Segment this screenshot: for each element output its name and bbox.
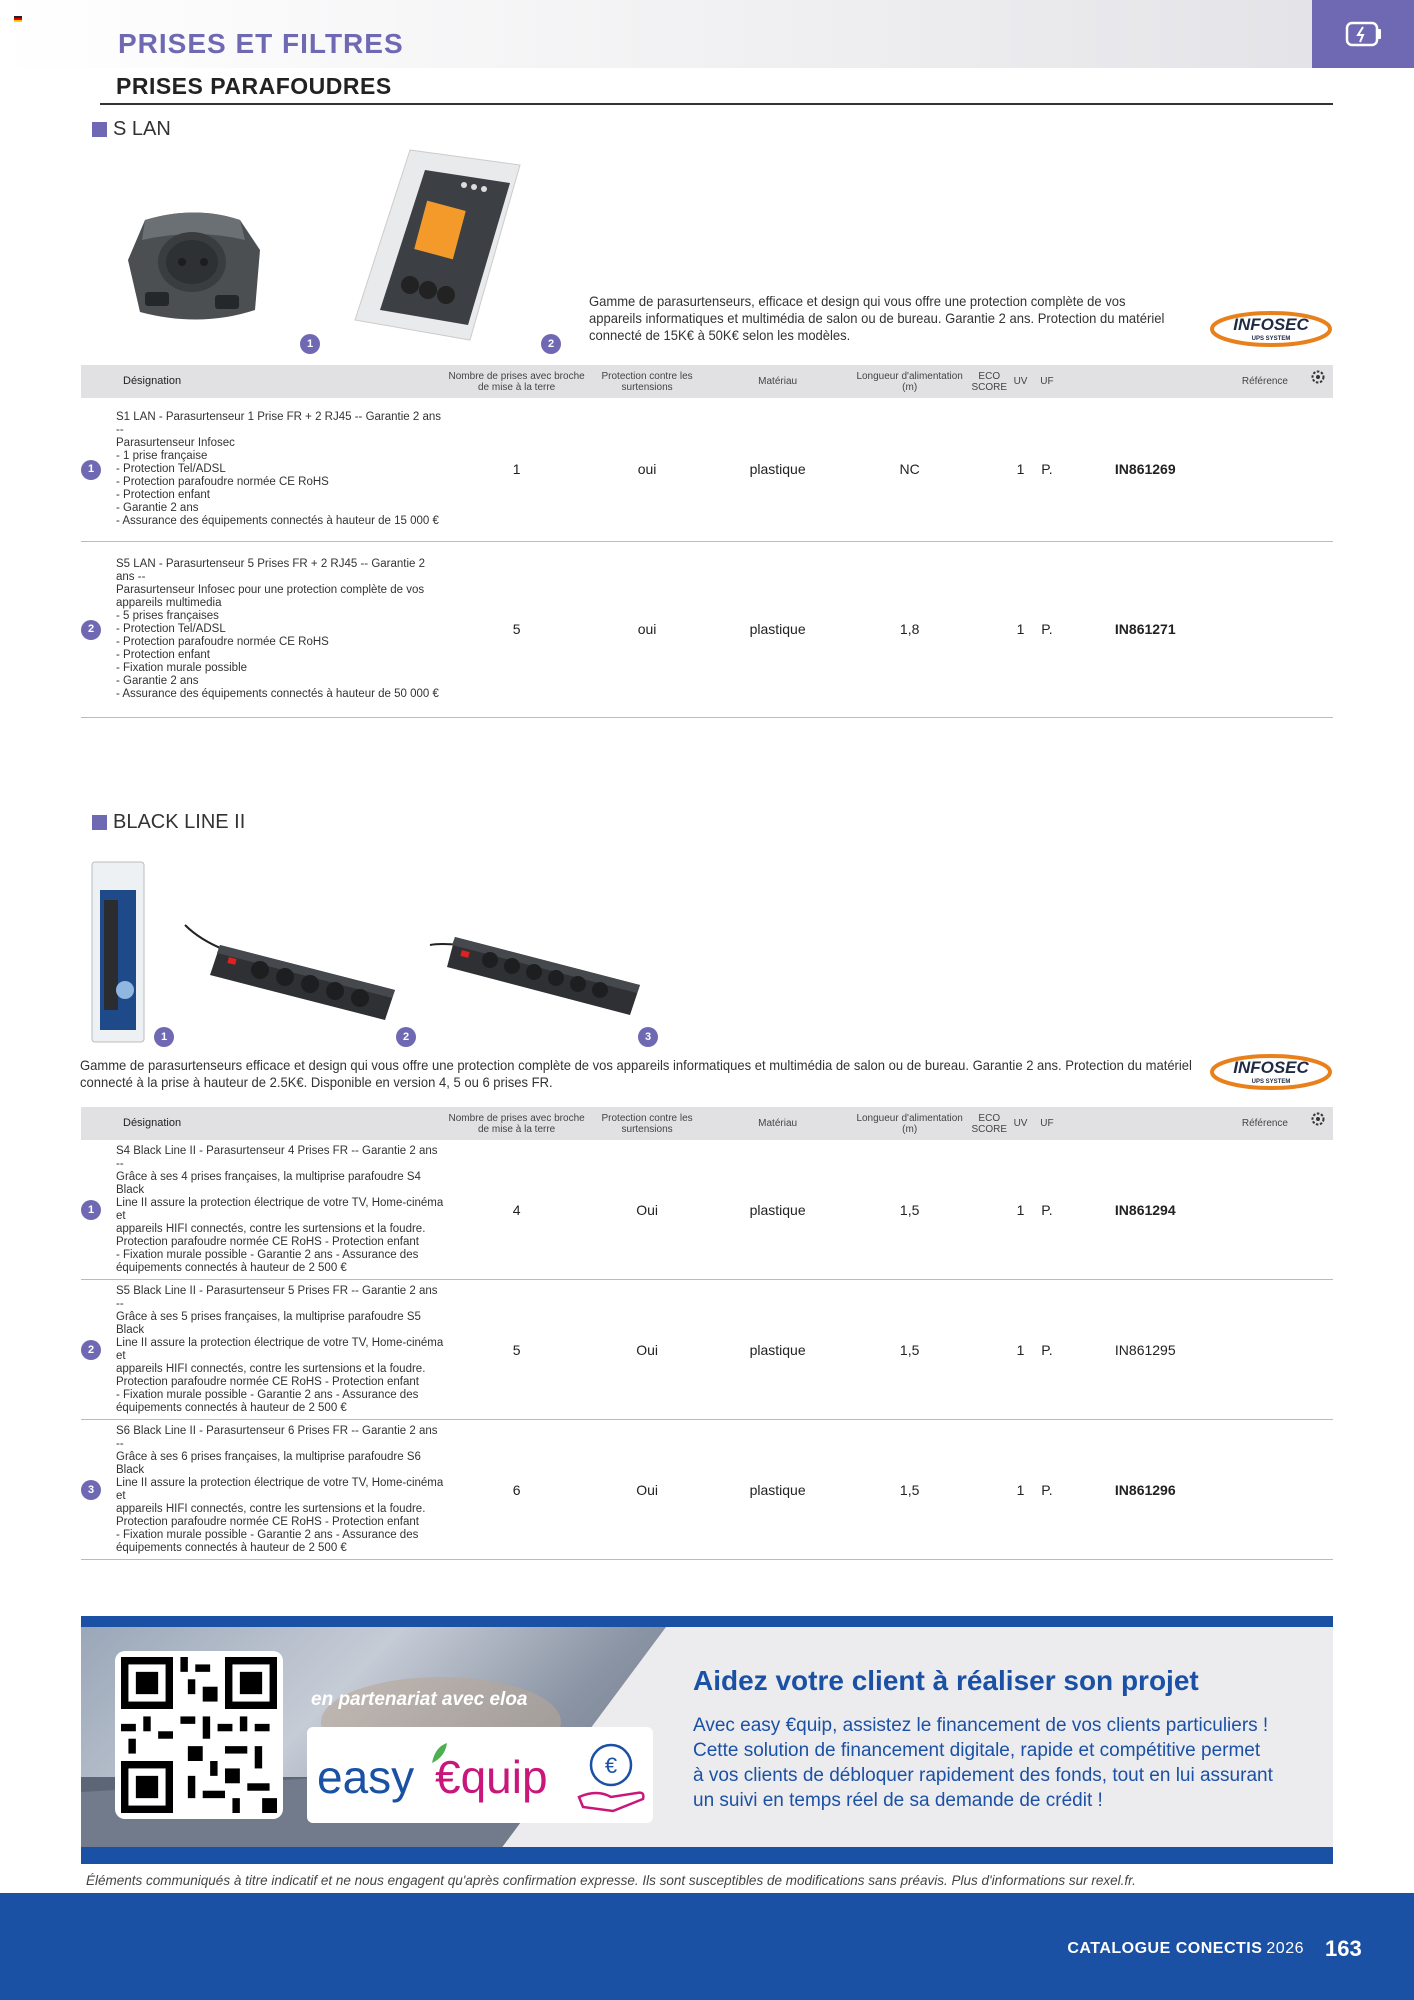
- uf-cell: P.: [1032, 1420, 1062, 1560]
- svg-text:UPS SYSTEM: UPS SYSTEM: [1251, 1079, 1291, 1085]
- col-nb-prises: Nombre de prises avec broche de mise à la terre: [444, 1107, 588, 1140]
- col-materiau: Matériau: [705, 1107, 849, 1140]
- table-row[interactable]: [81, 398, 1333, 541]
- col-uv: UV: [1009, 1107, 1032, 1140]
- plug-icon: [1343, 18, 1383, 50]
- col-designation: Désignation: [81, 1107, 444, 1140]
- coin-hand-icon: [579, 1745, 643, 1811]
- col-longueur: Longueur d'alimentation (m): [850, 365, 970, 398]
- designation-cell: 1 S1 LAN - Parasurtenseur 1 Prise FR + 2 RJ45 -- Garantie 2 ans -- Parasurtenseur Infosec - 1 prise française - Protection Tel/ADSL - Protection parafoudre normée CE RoHS - Protection enfant - Garantie 2 ans - Assurance des équipements connectés à hauteur de 15 000 €: [81, 398, 444, 541]
- col-eco-score: ECO SCORE: [969, 1107, 1009, 1140]
- product-image-s1-lan: [120, 200, 270, 335]
- group-heading-s-lan: [92, 118, 171, 141]
- uf-cell: P.: [1032, 1280, 1062, 1420]
- materiau-cell: plastique: [705, 398, 849, 541]
- col-eco-score: ECO SCORE: [969, 365, 1009, 398]
- settings-icon: [1311, 370, 1325, 384]
- image-badge-1: 1: [300, 334, 320, 354]
- protection-cell: oui: [589, 398, 706, 541]
- designation-cell: 2 S5 Black Line II - Parasurtenseur 5 Prises FR -- Garantie 2 ans -- Grâce à ses 5 prises françaises, la multiprise parafoudre S5 Black Line II assure la protection électrique de votre TV, Home-cinéma et appareils HIFI connectés, contre les surtensions et la foudre. Protection parafoudre normée CE RoHS - Protection enfant - Fixation murale possible - Garantie 2 ans - Assurance des équipements connectés à hauteur de 2 500 €: [81, 1280, 444, 1420]
- uv-cell: 1: [1009, 1280, 1032, 1420]
- table-row[interactable]: [81, 1280, 1333, 1420]
- col-protection: Protection contre les surtensions: [589, 365, 706, 398]
- col-reference: Référence: [1062, 365, 1333, 398]
- col-uf: UF: [1032, 365, 1062, 398]
- protection-cell: Oui: [589, 1420, 706, 1560]
- partner-text: en partenariat avec eloa: [311, 1689, 528, 1710]
- uv-cell: 1: [1009, 1140, 1032, 1280]
- uf-cell: P.: [1032, 541, 1062, 717]
- col-materiau: Matériau: [705, 365, 849, 398]
- group-intro-text: Gamme de parasurtenseurs efficace et design qui vous offre une protection complète de vos appareils informatiques et multimédia de salon ou de bureau. Garantie 2 ans. Protection du matériel connecté à la prise à hauteur de 2.5K€. Disponible en version 4, 5 ou 6 prises FR.: [80, 1057, 1192, 1090]
- reference-cell[interactable]: IN861296: [1062, 1420, 1333, 1560]
- reference-cell[interactable]: IN861269: [1062, 398, 1333, 541]
- row-number-badge: 1: [81, 1200, 101, 1220]
- section-title: PRISES ET FILTRES: [118, 28, 404, 59]
- reference-cell[interactable]: IN861295: [1062, 1280, 1333, 1420]
- designation-cell: 3 S6 Black Line II - Parasurtenseur 6 Prises FR -- Garantie 2 ans -- Grâce à ses 6 prises françaises, la multiprise parafoudre S6 Black Line II assure la protection électrique de votre TV, Home-cinéma et appareils HIFI connectés, contre les surtensions et la foudre. Protection parafoudre normée CE RoHS - Protection enfant - Fixation murale possible - Garantie 2 ans - Assurance des équipements connectés à hauteur de 2 500 €: [81, 1420, 444, 1560]
- longueur-cell: 1,5: [850, 1140, 970, 1280]
- protection-cell: oui: [589, 541, 706, 717]
- group-title: BLACK LINE II: [113, 811, 246, 833]
- image-badge-1: 1: [154, 1027, 174, 1047]
- square-bullet-icon: [92, 815, 107, 830]
- col-uf: UF: [1032, 1107, 1062, 1140]
- svg-text:€: €: [604, 1753, 618, 1778]
- col-longueur: Longueur d'alimentation (m): [850, 1107, 970, 1140]
- materiau-cell: plastique: [705, 1140, 849, 1280]
- page-number: 163: [1325, 1936, 1362, 1961]
- longueur-cell: 1,5: [850, 1420, 970, 1560]
- nb-prises-cell: 1: [444, 398, 588, 541]
- uf-cell: P.: [1032, 1140, 1062, 1280]
- logo-equip-text: €quip: [435, 1751, 548, 1803]
- qr-code-icon: [115, 1651, 283, 1819]
- longueur-cell: 1,8: [850, 541, 970, 717]
- svg-text:INFOSEC: INFOSEC: [1233, 1058, 1309, 1077]
- nb-prises-cell: 6: [444, 1420, 588, 1560]
- col-designation: Désignation: [81, 365, 444, 398]
- group-intro-text: Gamme de parasurtenseurs, efficace et design qui vous offre une protection complète de vos appareils informatiques et multimédia de salon ou de bureau. Garantie 2 ans. Protection du matériel connecté de 15K€ à 50K€ selon les modèles.: [589, 293, 1165, 343]
- s-lan-table: [81, 365, 1333, 718]
- materiau-cell: plastique: [705, 541, 849, 717]
- row-number-badge: 1: [81, 460, 101, 480]
- col-protection: Protection contre les surtensions: [589, 1107, 706, 1140]
- table-row[interactable]: [81, 1420, 1333, 1560]
- settings-icon: [1311, 1112, 1325, 1126]
- row-number-badge: 2: [81, 620, 101, 640]
- category-tab[interactable]: [1312, 0, 1414, 68]
- promo-title: Aidez votre client à réaliser son projet: [693, 1665, 1199, 1696]
- infosec-logo: [1210, 310, 1332, 348]
- catalogue-label: CATALOGUE CONECTIS 2026: [1067, 1940, 1304, 1957]
- promo-banner[interactable]: [81, 1616, 1333, 1864]
- disclaimer: Éléments communiqués à titre indicatif et ne nous engagent qu'après confirmation expresse. Ils sont susceptibles de modifications sans préavis. Plus d'informations sur rexel.fr.: [86, 1873, 1136, 1888]
- row-number-badge: 2: [81, 1340, 101, 1360]
- table-header-row: [81, 365, 1333, 398]
- designation-cell: 2 S5 LAN - Parasurtenseur 5 Prises FR + 2 RJ45 -- Garantie 2 ans -- Parasurtenseur Infosec pour une protection complète de vos appareils multimedia - 5 prises françaises - Protection Tel/ADSL - Protection parafoudre normée CE RoHS - Protection enfant - Fixation murale possible - Garantie 2 ans - Assurance des équipements connectés à hauteur de 50 000 €: [81, 541, 444, 717]
- uf-cell: P.: [1032, 398, 1062, 541]
- svg-text:UPS SYSTEM: UPS SYSTEM: [1251, 336, 1291, 342]
- table-row[interactable]: [81, 1140, 1333, 1280]
- product-image-s6-black-line: [425, 925, 645, 1025]
- subsection-title: PRISES PARAFOUDRES: [116, 73, 392, 99]
- svg-text:INFOSEC: INFOSEC: [1233, 315, 1309, 334]
- uv-cell: 1: [1009, 1420, 1032, 1560]
- row-number-badge: 3: [81, 1480, 101, 1500]
- table-header-row: [81, 1107, 1333, 1140]
- nb-prises-cell: 5: [444, 1280, 588, 1420]
- materiau-cell: plastique: [705, 1420, 849, 1560]
- subsection-divider: [100, 103, 1333, 105]
- promo-panel: [81, 1627, 1333, 1847]
- group-title: S LAN: [113, 118, 171, 140]
- nb-prises-cell: 5: [444, 541, 588, 717]
- infosec-logo: [1210, 1053, 1332, 1091]
- product-image-s4-box: [88, 860, 150, 1045]
- protection-cell: Oui: [589, 1280, 706, 1420]
- designation-cell: 1 S4 Black Line II - Parasurtenseur 4 Prises FR -- Garantie 2 ans -- Grâce à ses 4 prises françaises, la multiprise parafoudre S4 Black Line II assure la protection électrique de votre TV, Home-cinéma et appareils HIFI connectés, contre les surtensions et la foudre. Protection parafoudre normée CE RoHS - Protection enfant - Fixation murale possible - Garantie 2 ans - Assurance des équipements connectés à hauteur de 2 500 €: [81, 1140, 444, 1280]
- eco-score-cell: [969, 1280, 1009, 1420]
- materiau-cell: plastique: [705, 1280, 849, 1420]
- uv-cell: 1: [1009, 541, 1032, 717]
- eco-score-cell: [969, 541, 1009, 717]
- col-uv: UV: [1009, 365, 1032, 398]
- reference-cell[interactable]: IN861294: [1062, 1140, 1333, 1280]
- image-badge-3: 3: [638, 1027, 658, 1047]
- image-badge-2: 2: [541, 334, 561, 354]
- group-heading-black-line: [92, 811, 245, 834]
- eco-score-cell: [969, 1420, 1009, 1560]
- flag-icon: [14, 16, 22, 22]
- easy-equip-logo: [307, 1727, 653, 1823]
- table-row[interactable]: [81, 541, 1333, 717]
- eco-score-cell: [969, 398, 1009, 541]
- longueur-cell: NC: [850, 398, 970, 541]
- qr-code[interactable]: [115, 1651, 283, 1819]
- square-bullet-icon: [92, 122, 107, 137]
- promo-body: Avec easy €quip, assistez le financement de vos clients particuliers ! Cette solution de financement digitale, rapide et compétitive permet à vos clients de débloquer rapidement des fonds, tout en lui assurant un suivi en temps réel de sa demande de crédit !: [693, 1715, 1273, 1811]
- longueur-cell: 1,5: [850, 1280, 970, 1420]
- col-nb-prises: Nombre de prises avec broche de mise à la terre: [444, 365, 588, 398]
- reference-cell[interactable]: IN861271: [1062, 541, 1333, 717]
- col-reference: Référence: [1062, 1107, 1333, 1140]
- uv-cell: 1: [1009, 398, 1032, 541]
- product-image-s5-black-line: [180, 920, 400, 1025]
- image-badge-2: 2: [396, 1027, 416, 1047]
- eco-score-cell: [969, 1140, 1009, 1280]
- black-line-table: [81, 1107, 1333, 1560]
- protection-cell: Oui: [589, 1140, 706, 1280]
- product-image-s5-lan: [350, 145, 530, 345]
- nb-prises-cell: 4: [444, 1140, 588, 1280]
- logo-easy-text: easy: [317, 1751, 415, 1803]
